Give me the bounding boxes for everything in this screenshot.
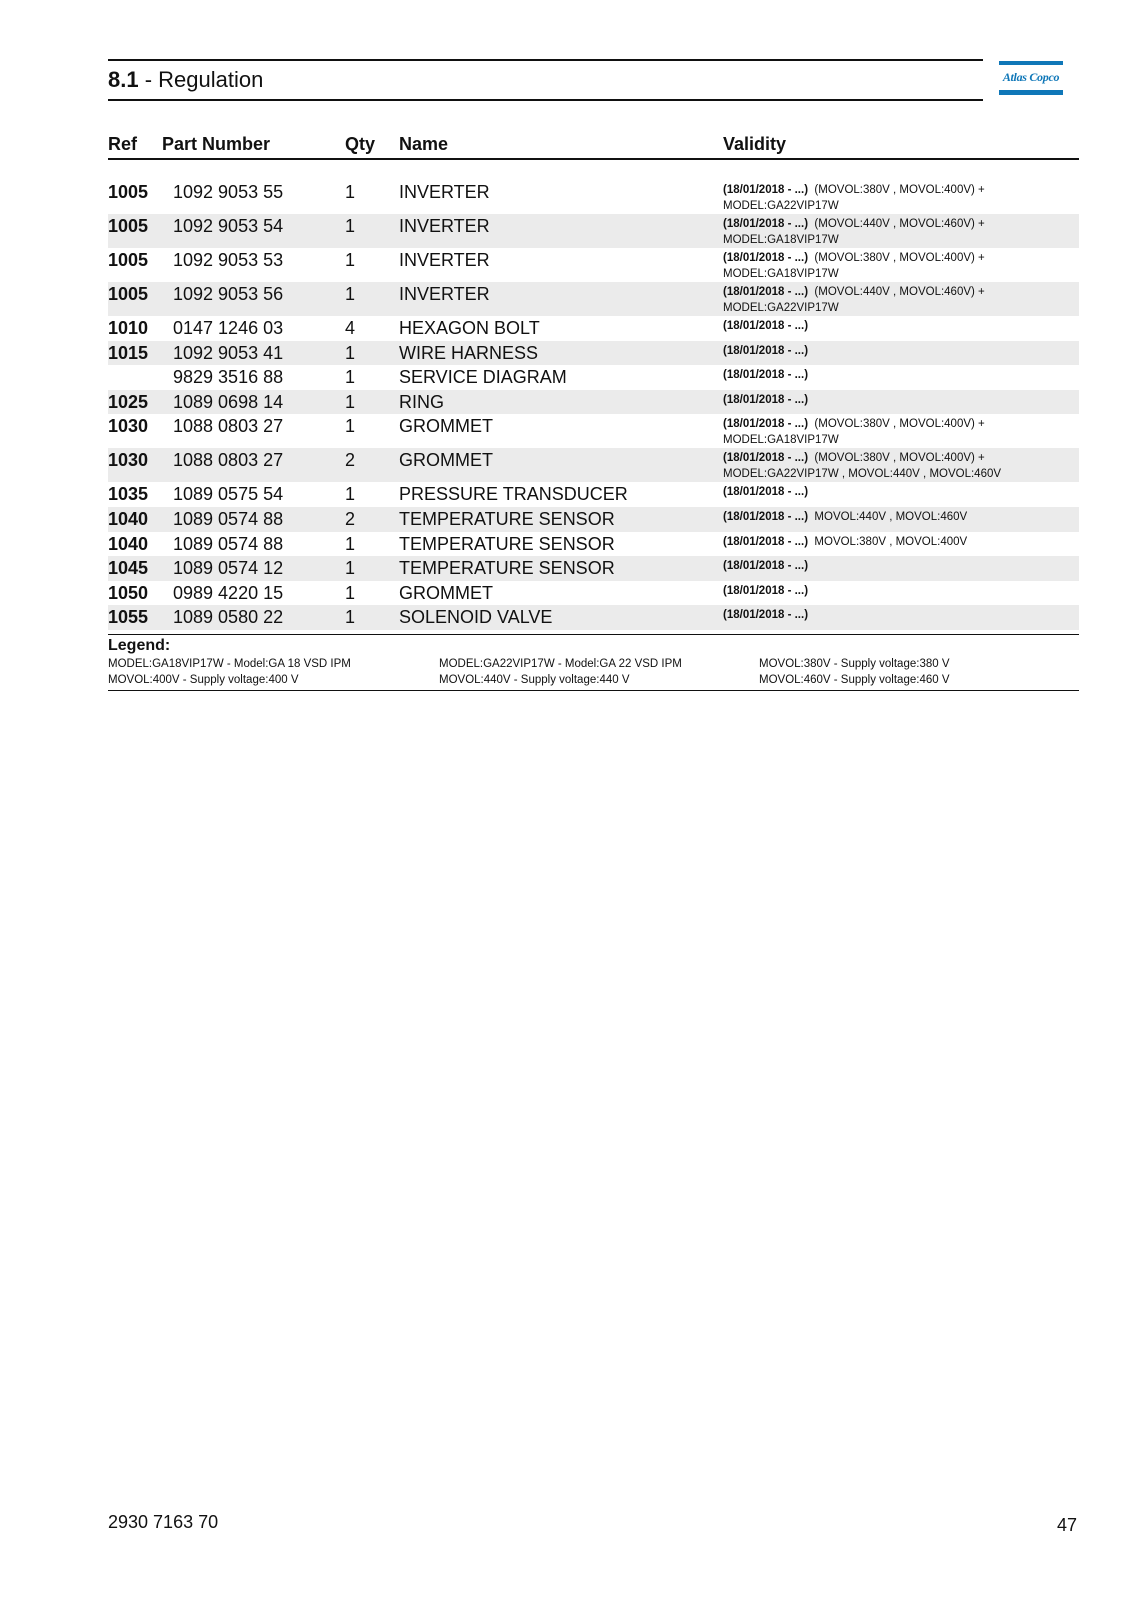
validity-date: (18/01/2018 - ...): [723, 344, 809, 357]
validity-date: (18/01/2018 - ...): [723, 560, 809, 573]
ref-cell: 1045: [108, 558, 149, 579]
section-separator: -: [138, 67, 159, 92]
name-cell: GROMMET: [399, 450, 493, 471]
ref-cell: 1035: [108, 484, 149, 505]
table-row: [108, 556, 1079, 581]
validity-date: (18/01/2018 - ...): [723, 369, 809, 382]
ref-cell: 1010: [108, 318, 149, 338]
part-number-cell: 1089 0574 88: [173, 508, 284, 529]
part-number-cell: 1089 0580 22: [173, 607, 284, 628]
validity-date: (18/01/2018 - ...): [723, 486, 809, 499]
qty-cell: 1: [345, 284, 356, 304]
ref-cell: 1055: [108, 607, 149, 628]
validity-cell: [723, 343, 1053, 359]
validity-date: (18/01/2018 - ...): [723, 286, 809, 298]
validity-condition: MOVOL:380V , MOVOL:400V: [814, 535, 968, 548]
qty-cell: 1: [345, 216, 356, 236]
name-cell: RING: [399, 391, 444, 412]
name-cell: PRESSURE TRANSDUCER: [399, 484, 628, 505]
table-row: [108, 390, 1079, 415]
validity-condition: (MOVOL:440V , MOVOL:460V) +: [814, 286, 985, 298]
table-row: [108, 482, 1079, 507]
validity-condition-2: MODEL:GA18VIP17W: [723, 268, 839, 280]
name-cell: INVERTER: [399, 250, 490, 270]
table-row: [108, 282, 1079, 316]
parts-table-body: [108, 180, 1079, 630]
qty-cell: 1: [345, 558, 356, 579]
ref-cell: 1030: [108, 416, 149, 437]
col-header-name: Name: [399, 134, 449, 154]
validity-cell: [723, 367, 1053, 383]
name-cell: SOLENOID VALVE: [399, 607, 553, 628]
validity-condition: (MOVOL:380V , MOVOL:400V) +: [814, 452, 985, 465]
validity-cell: [723, 392, 1053, 408]
validity-date: (18/01/2018 - ...): [723, 184, 809, 196]
validity-cell: [723, 182, 1053, 214]
validity-cell: [723, 284, 1053, 316]
qty-cell: 1: [345, 250, 356, 270]
validity-condition-2: MODEL:GA22VIP17W: [723, 302, 839, 314]
part-number-cell: 1092 9053 55: [173, 182, 284, 202]
name-cell: TEMPERATURE SENSOR: [399, 508, 615, 529]
ref-cell: 1040: [108, 533, 149, 554]
part-number-cell: 1089 0575 54: [173, 484, 284, 505]
col-header-validity: Validity: [723, 134, 787, 154]
validity-date: (18/01/2018 - ...): [723, 320, 809, 332]
ref-cell: 1040: [108, 508, 149, 529]
legend-item: MOVOL:400V - Supply voltage:400 V: [108, 674, 299, 686]
qty-cell: 1: [345, 367, 356, 388]
col-header-qty: Qty: [345, 134, 376, 154]
atlas-copco-logo: [999, 61, 1063, 95]
name-cell: TEMPERATURE SENSOR: [399, 533, 615, 554]
validity-condition: (MOVOL:440V , MOVOL:460V) +: [814, 218, 985, 230]
name-cell: HEXAGON BOLT: [399, 318, 540, 338]
validity-date: (18/01/2018 - ...): [723, 452, 809, 465]
validity-date: (18/01/2018 - ...): [723, 252, 809, 264]
qty-cell: 1: [345, 416, 356, 437]
col-header-part-number: Part Number: [162, 134, 271, 154]
name-cell: GROMMET: [399, 582, 493, 603]
part-number-cell: 1088 0803 27: [173, 450, 284, 471]
page-number: 47: [1057, 1515, 1078, 1535]
section-number: 8.1: [108, 67, 139, 92]
name-cell: GROMMET: [399, 416, 493, 437]
name-cell: TEMPERATURE SENSOR: [399, 558, 615, 579]
validity-cell: [723, 583, 1053, 599]
part-number-cell: 1089 0574 88: [173, 533, 284, 554]
validity-date: (18/01/2018 - ...): [723, 393, 809, 406]
legend-item: MODEL:GA22VIP17W - Model:GA 22 VSD IPM: [439, 658, 682, 670]
table-row: [108, 365, 1079, 390]
legend-item: MODEL:GA18VIP17W - Model:GA 18 VSD IPM: [108, 658, 351, 670]
ref-cell: 1025: [108, 391, 149, 412]
validity-condition-2: MODEL:GA18VIP17W: [723, 434, 839, 447]
part-number-cell: 1092 9053 54: [173, 216, 284, 236]
validity-condition: MOVOL:440V , MOVOL:460V: [814, 510, 968, 523]
part-number-cell: 1092 9053 41: [173, 342, 284, 363]
section-title: Regulation: [158, 67, 264, 92]
qty-cell: 2: [345, 508, 356, 529]
table-row: [108, 532, 1079, 557]
validity-condition: (MOVOL:380V , MOVOL:400V) +: [814, 418, 985, 431]
validity-cell: [723, 416, 1053, 448]
ref-cell: 1005: [108, 284, 149, 304]
name-cell: INVERTER: [399, 182, 490, 202]
validity-cell: [723, 558, 1053, 574]
validity-date: (18/01/2018 - ...): [723, 218, 809, 230]
qty-cell: 1: [345, 533, 356, 554]
validity-cell: [723, 534, 1053, 550]
validity-cell: [723, 509, 1053, 525]
table-header: [108, 131, 1079, 160]
qty-cell: 2: [345, 450, 356, 471]
validity-cell: [723, 216, 1053, 248]
validity-cell: [723, 450, 1053, 482]
table-row: [108, 341, 1079, 366]
ref-cell: 1005: [108, 216, 149, 236]
table-row: [108, 448, 1079, 482]
table-row: [108, 248, 1079, 282]
validity-cell: [723, 250, 1053, 282]
validity-cell: [723, 607, 1053, 623]
qty-cell: 1: [345, 182, 356, 202]
qty-cell: 1: [345, 607, 356, 628]
table-row: [108, 214, 1079, 248]
validity-condition-2: MODEL:GA22VIP17W: [723, 200, 839, 212]
ref-cell: 1005: [108, 250, 149, 270]
validity-condition-2: MODEL:GA18VIP17W: [723, 234, 839, 246]
part-number-cell: 1092 9053 56: [173, 284, 284, 304]
logo-bar-bottom: [999, 90, 1063, 95]
ref-cell: 1050: [108, 582, 149, 603]
table-row: [108, 316, 1079, 341]
col-header-ref: Ref: [108, 134, 138, 154]
part-number-cell: 1089 0698 14: [173, 391, 284, 412]
table-row: [108, 507, 1079, 532]
table-row: [108, 605, 1079, 630]
legend-item: MOVOL:380V - Supply voltage:380 V: [759, 658, 950, 670]
page-title: [108, 67, 263, 93]
part-number-cell: 9829 3516 88: [173, 367, 284, 388]
validity-date: (18/01/2018 - ...): [723, 510, 809, 523]
table-row: [108, 180, 1079, 214]
part-number-cell: 1092 9053 53: [173, 250, 284, 270]
validity-date: (18/01/2018 - ...): [723, 609, 809, 622]
validity-date: (18/01/2018 - ...): [723, 418, 809, 431]
legend-item: MOVOL:460V - Supply voltage:460 V: [759, 674, 950, 686]
validity-cell: [723, 318, 1053, 334]
qty-cell: 1: [345, 582, 356, 603]
name-cell: WIRE HARNESS: [399, 342, 539, 363]
name-cell: SERVICE DIAGRAM: [399, 367, 567, 388]
ref-cell: 1005: [108, 182, 149, 202]
validity-date: (18/01/2018 - ...): [723, 584, 809, 597]
validity-condition-2: MODEL:GA22VIP17W , MOVOL:440V , MOVOL:460V: [723, 468, 1002, 481]
part-number-cell: 1089 0574 12: [173, 558, 284, 579]
part-number-cell: 0989 4220 15: [173, 582, 284, 603]
qty-cell: 1: [345, 391, 356, 412]
legend: [108, 634, 1079, 691]
ref-cell: 1030: [108, 450, 149, 471]
qty-cell: 4: [345, 318, 356, 338]
part-number-cell: 1088 0803 27: [173, 416, 284, 437]
part-number-cell: 0147 1246 03: [173, 318, 284, 338]
table-row: [108, 414, 1079, 448]
logo-text: Atlas Copco: [1002, 70, 1060, 84]
name-cell: INVERTER: [399, 216, 490, 236]
validity-condition: (MOVOL:380V , MOVOL:400V) +: [814, 252, 985, 264]
table-row: [108, 581, 1079, 606]
validity-condition: (MOVOL:380V , MOVOL:400V) +: [814, 184, 985, 196]
qty-cell: 1: [345, 484, 356, 505]
validity-date: (18/01/2018 - ...): [723, 535, 809, 548]
legend-item: MOVOL:440V - Supply voltage:440 V: [439, 674, 630, 686]
legend-title: Legend:: [108, 637, 171, 654]
qty-cell: 1: [345, 342, 356, 363]
document-number: 2930 7163 70: [108, 1512, 219, 1532]
ref-cell: 1015: [108, 342, 149, 363]
validity-cell: [723, 484, 1053, 500]
section-header: [108, 59, 983, 101]
logo-bar-top: [999, 61, 1063, 65]
name-cell: INVERTER: [399, 284, 490, 304]
